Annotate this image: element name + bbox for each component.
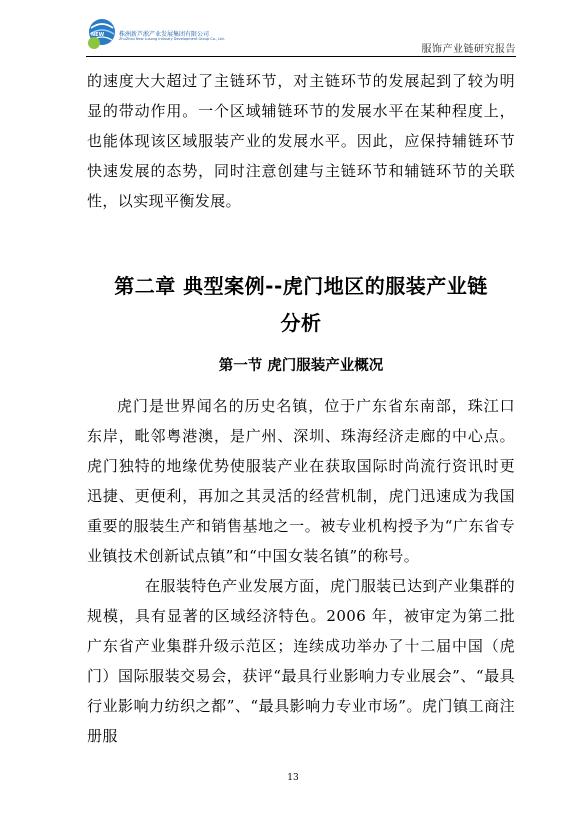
page-number: 13	[287, 773, 299, 783]
section-title: 第一节 虎门服装产业概况	[218, 358, 384, 374]
chapter-title	[87, 268, 515, 342]
globe-logo-icon	[86, 16, 118, 50]
body-paragraph-1: 虎门是世界闻名的历史名镇，位于广东省东南部，珠江口东岸，毗邻粤港澳，是广州、深圳、珠海经济走廊的中心点。虎门独特的地缘优势使服装产业在获取国际时尚流行资讯时更迅捷、更便利，再加之其灵活的经营机制，虎门迅速成为我国重要的服装生产和销售基地之一。被专业机构授予为“广东省专业镇技术创新试点镇”和“中国女装名镇”的称号。	[87, 397, 515, 565]
chapter-title-line-1: 第二章 典型案例--虎门地区的服装产业链	[114, 274, 488, 298]
intro-paragraph: 的速度大大超过了主链环节，对主链环节的发展起到了较为明显的带动作用。一个区域辅链环节的发展水平在某种程度上，也能体现该区域服装产业的发展水平。因此，应保持辅链环节快速发展的态势，同时注意创建与主链环节和辅链环节的关联性，以实现平衡发展。	[87, 72, 515, 210]
company-name-en: ZhuZhou New Lusong Industry Development Group Co., Ltd.	[119, 37, 225, 41]
svg-text:NEW: NEW	[91, 32, 105, 38]
report-title: 服饰产业链研究报告	[421, 44, 516, 55]
company-logo	[86, 14, 226, 54]
header-divider	[86, 56, 516, 57]
body-paragraph-2: 在服装特色产业发展方面，虎门服装已达到产业集群的规模，具有显著的区域经济特色。2006 年，被审定为第二批广东省产业集群升级示范区；连续成功举办了十二届中国（虎门）国际服装交易会，获评“最具行业影响力专业展会”、“最具行业影响力纺织之都”、“最具影响力专业市场”。虎门镇工商注册服	[87, 577, 515, 745]
chapter-title-line-2: 分析	[280, 311, 322, 335]
page-content	[87, 66, 515, 751]
page-header	[86, 14, 516, 54]
company-name: 株洲新芦淞产业发展集团有限公司	[119, 31, 210, 38]
